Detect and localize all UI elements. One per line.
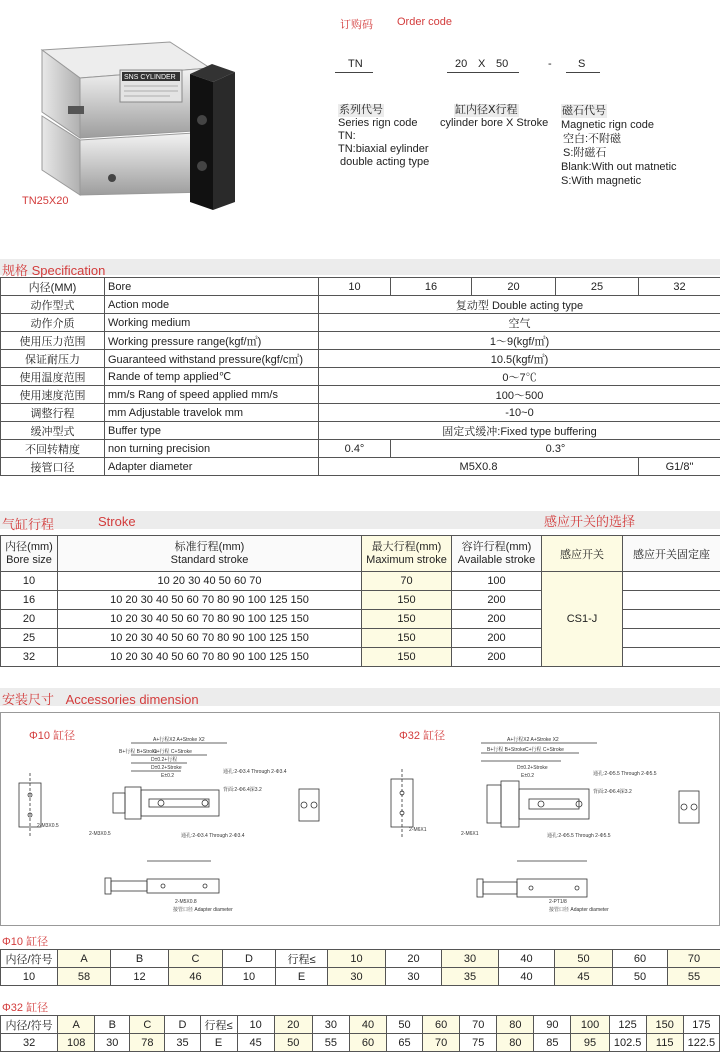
order-field-dash: -: [548, 58, 552, 70]
dim-c-label: C+行程 C+Stroke: [153, 749, 192, 755]
dims-title-en: Accessories dimension: [65, 692, 199, 707]
stroke-row: 16 10 20 30 40 50 60 70 80 90 100 125 150 150 200: [1, 591, 720, 610]
phi32-label: Φ32 缸径: [399, 730, 446, 742]
dim-through-label-2: 通孔:2-Φ3.4 Through 2-Φ3.4: [181, 833, 245, 839]
dim-m3-label: 2-M3X0.5: [37, 823, 59, 829]
order-field-magnet: S: [578, 58, 586, 70]
dim-m5-label: 2-M5X0.8: [175, 899, 197, 905]
table32: [0, 1015, 720, 1052]
stroke-head-max: 最大行程(mm) Maximum stroke: [362, 536, 452, 572]
order-field-x: X: [478, 58, 486, 70]
switch-model: CS1-J: [542, 572, 623, 667]
spec-title-cn: 规格: [2, 263, 29, 278]
spec-table: [0, 277, 720, 476]
spec-row-adapter: 接管口径 Adapter diameter M5X0.8 G1/8": [1, 458, 720, 476]
dim32-d-label: D±0.2+Stroke: [517, 765, 548, 771]
table10-title: Φ10 缸径: [2, 936, 49, 948]
dims-title-cn: 安装尺寸: [2, 692, 55, 707]
order-title-en: Order code: [397, 16, 453, 28]
magnetic-value-1: 空白:不附磁: [563, 133, 622, 145]
dim-m3-label-2: 2-M3X0.5: [89, 831, 111, 837]
dim-adapter-label: 接管口径 Adapter diameter: [173, 907, 233, 913]
spec-bore-20: 20: [472, 278, 556, 296]
stroke-row: 10 10 20 30 40 50 60 70 70 100 CS1-J: [1, 572, 720, 591]
spec-bore-10: 10: [319, 278, 391, 296]
magnetic-value-3: Blank:With out matnetic: [561, 161, 677, 173]
magnetic-value-2: S:附磁石: [563, 147, 607, 159]
dim-a-label: A+行程X2 A+Stroke X2: [153, 737, 205, 743]
dim-through-label: 通孔:2-Φ3.4 Through 2-Φ3.4: [223, 769, 287, 775]
table32-row: 32 108 30 78 35 E 45 50 55 60 65 70 75 80 85 95 102.5 115 122.5: [1, 1034, 720, 1052]
spec-row-speed: 使用速度范围 mm/s Rang of speed applied mm/s 100～500: [1, 386, 720, 404]
series-label-en: Series rign code: [338, 117, 418, 129]
bore-label-en: cylinder bore X Stroke: [440, 117, 549, 129]
spec-row-precision: 不回转精度 non turning precision 0.4° 0.3°: [1, 440, 720, 458]
stroke-row: 25 10 20 30 40 50 60 70 80 90 100 125 150 150 200: [1, 629, 720, 648]
dim32-m6-label: 2-M6X1: [409, 827, 427, 833]
product-image: [20, 20, 250, 220]
dim-bolt-label: 背面:2-Φ6.4深3.2: [223, 787, 262, 793]
table10-header: 内径/符号 A B C D 行程≤ 10 20 30 40 50 60 70: [1, 950, 720, 968]
stroke-head-bore: 内径(mm) Bore size: [1, 536, 58, 572]
spec-bore-16: 16: [391, 278, 472, 296]
spec-row-action: 动作型式 Action mode 复动型 Double acting type: [1, 296, 720, 314]
spec-row-medium: 动作介质 Working medium 空气: [1, 314, 720, 332]
dim32-b-label: B+行程 B+Stroke: [487, 747, 526, 753]
dim32-through-label: 通孔:2-Φ5.5 Through 2-Φ5.5: [593, 771, 657, 777]
phi10-label: Φ10 缸径: [29, 730, 76, 742]
order-field-stroke: 50: [496, 58, 509, 70]
product-caption: TN25X20: [22, 195, 69, 207]
stroke-head-mount: 感应开关固定座: [623, 536, 720, 572]
order-title-cn: 订购码: [340, 19, 373, 31]
spec-row-adjust: 调整行程 mm Adjustable travelok mm -10~0: [1, 404, 720, 422]
dim32-a-label: A+行程X2 A+Stroke X2: [507, 737, 559, 743]
spec-bore-32: 32: [639, 278, 720, 296]
switch-title: 感应开关的选择: [544, 514, 636, 529]
spec-bore-25: 25: [556, 278, 639, 296]
spec-row-buffer: 缓冲型式 Buffer type 固定式缓冲:Fixed type buffering: [1, 422, 720, 440]
stroke-title-cn: 气缸行程: [2, 517, 55, 532]
magnetic-label-en: Magnetic rign code: [561, 119, 654, 131]
series-value-2: TN:biaxial eylinder: [338, 143, 429, 155]
order-field-series: TN: [348, 58, 363, 70]
dim32-through-label-2: 通孔:2-Φ5.5 Through 2-Φ5.5: [547, 833, 611, 839]
stroke-title-en: Stroke: [98, 514, 136, 529]
brand-label: SNS CYLINDER: [124, 74, 176, 81]
series-value-3: double acting type: [340, 156, 430, 168]
dim-d-label: D±0.2+行程: [151, 757, 178, 763]
spec-row-withstand: 保证耐压力 Guaranteed withstand pressure(kgf/c㎡) 10.5(kgf/㎡): [1, 350, 720, 368]
dim32-c-label: C+行程 C+Stroke: [525, 747, 564, 753]
dim-b-label: B+行程 B+Stroke: [119, 749, 158, 755]
table32-title: Φ32 缸径: [2, 1002, 49, 1014]
stroke-head-switch: 感应开关: [542, 536, 623, 572]
magnetic-value-4: S:With magnetic: [561, 175, 642, 187]
stroke-table: [0, 535, 720, 667]
spec-row-bore: 内径(MM) Bore 10 16 20 25 32: [1, 278, 720, 296]
stroke-row: 32 10 20 30 40 50 60 70 80 90 100 125 150 150 200: [1, 648, 720, 667]
table10-row: 10 58 12 46 10 E 30 30 35 40 45 50 55: [1, 968, 720, 986]
series-value-1: TN:: [338, 130, 356, 142]
dims-title: [2, 689, 199, 708]
spec-title-en: Specification: [31, 263, 106, 278]
spec-row-pressure: 使用压力范围 Working pressure range(kgf/㎡) 1～9(kgf/㎡): [1, 332, 720, 350]
bore-label-cn: 缸内径Ⅹ行程: [455, 104, 518, 116]
dim32-bolt-label: 背面:2-Φ6.4深3.2: [593, 789, 632, 795]
stroke-head-allow: 容许行程(mm) Available stroke: [452, 536, 542, 572]
dim32-m6-label-2: 2-M6X1: [461, 831, 479, 837]
dim32-e-label: E±0.2: [521, 773, 535, 779]
table10: [0, 949, 720, 986]
dim-d2-label: D±0.2+Stroke: [151, 765, 182, 771]
stroke-row: 20 10 20 30 40 50 60 70 80 90 100 125 150 150 200: [1, 610, 720, 629]
dim32-adapter-label: 接管口径 Adapter diameter: [549, 907, 609, 913]
table32-header: 内径/符号 A B C D 行程≤ 10 20 30 40 50 60 70 80 90 100 125 150 175: [1, 1016, 720, 1034]
dim32-g18-label: 2-PT1/8: [549, 899, 567, 905]
dim-e-label: E±0.2: [161, 773, 175, 779]
dimension-drawings: [0, 712, 720, 926]
magnetic-label-cn: 磁石代号: [562, 105, 606, 117]
stroke-head-standard: 标准行程(mm) Standard stroke: [58, 536, 362, 572]
spec-row-temp: 使用温度范围 Rande of temp applied℃ 0～7℃: [1, 368, 720, 386]
series-label-cn: 系列代号: [339, 104, 383, 116]
order-field-bore: 20: [455, 58, 468, 70]
